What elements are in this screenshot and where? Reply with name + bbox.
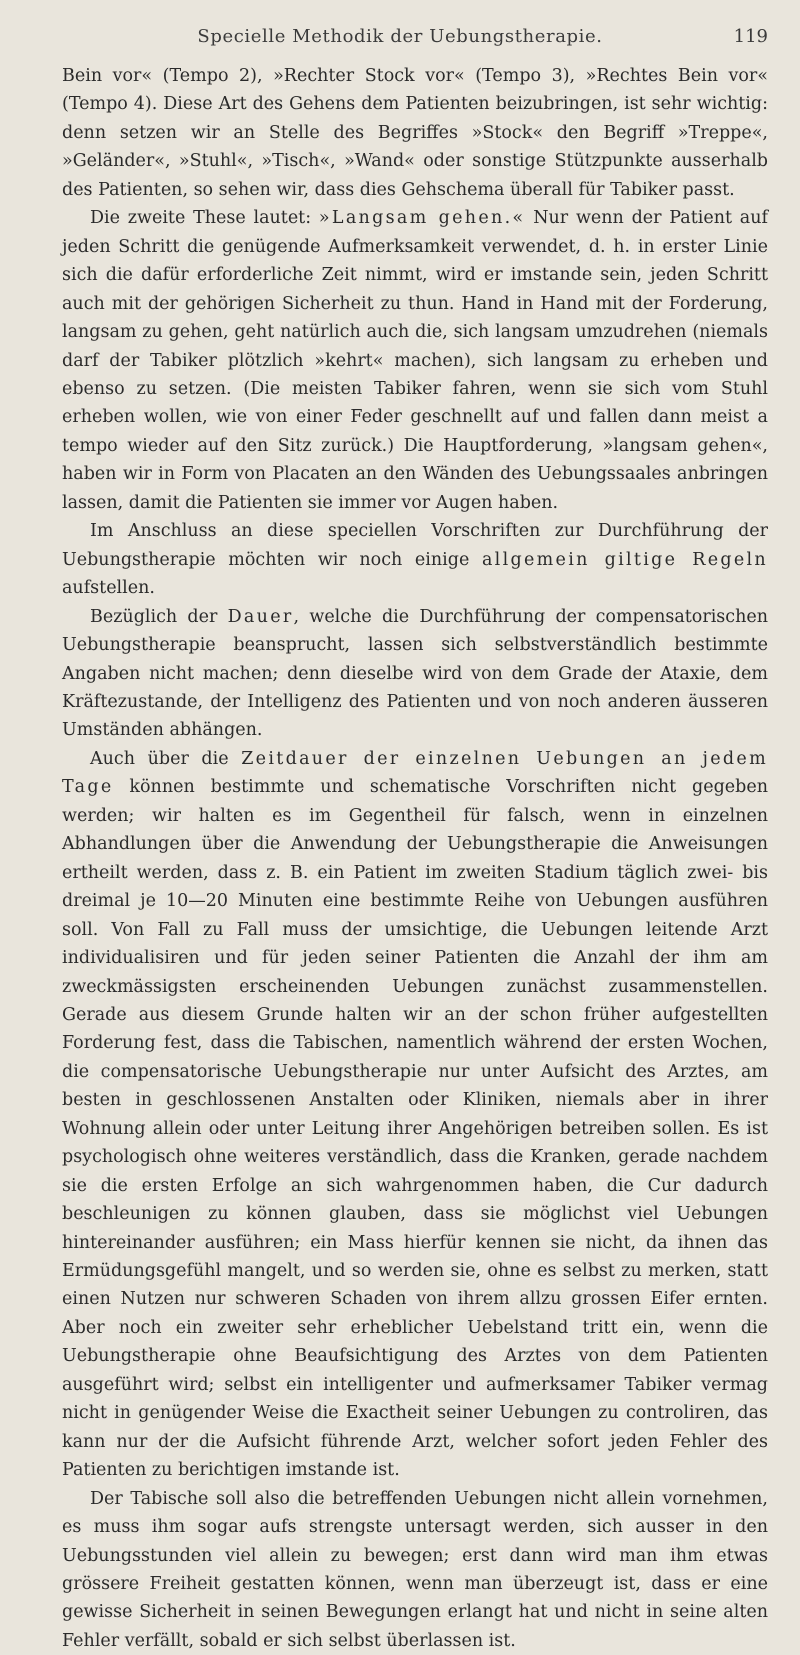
page-header: [0, 26, 800, 58]
paragraph-5-text-b: können bestimmte und schematische Vorschriften nicht gegeben werden; wir halten es im Gegentheil für falsch, wenn in einzelnen Abhandlungen über die Anwendung der Uebungstherapie die Anweisungen ertheilt werden, dass z. B. ein Patient im zweiten Stadium täglich zwei- bis dreimal je 10—20 Minuten eine bestimmte Reihe von Uebungen ausführen soll. Von Fall zu Fall muss der umsichtige, die Uebungen leitende Arzt individualisiren und für jeden seiner Patienten die Anzahl der ihm am zweckmässigsten erscheinenden Uebungen zunächst zusammenstellen. Gerade aus diesem Grunde halten wir an der schon früher aufgestellten Forderung fest, dass die Tabischen, namentlich während der ersten Wochen, die compensatorische Uebungstherapie nur unter Aufsicht des Arztes, am besten in geschlossenen Anstalten oder Kliniken, niemals aber in ihrer Wohnung allein oder unter Leitung ihrer Angehörigen betreiben sollen. Es ist psychologisch ohne weiteres verständlich, dass die Kranken, gerade nachdem sie die ersten Erfolge an sich wahrgenommen haben, die Cur dadurch beschleunigen zu können glauben, dass sie möglichst viel Uebungen hintereinander ausführen; ein Mass hierfür kennen sie nicht, da ihnen das Ermüdungsgefühl mangelt, und so werden sie, ohne es selbst zu merken, statt einen Nutzen nur schweren Schaden von ihrem allzu grossen Eifer ernten. Aber noch ein zweiter sehr erheblicher Uebelstand tritt ein, wenn die Uebungstherapie ohne Beaufsichtigung des Arztes von dem Patienten ausgeführt wird; selbst ein intelligenter und aufmerksamer Tabiker vermag nicht in genügender Weise die Exactheit seiner Uebungen zu controliren, das kann nur der die Aufsicht führende Arzt, welcher sofort jeden Fehler des Patienten zu berichtigen imstande ist.: [62, 777, 768, 1481]
emphasis-langsam-gehen: »Langsam gehen.«: [318, 208, 526, 229]
emphasis-dauer: Dauer: [227, 606, 294, 627]
paragraph-3-text-a: Im Anschluss an diese speciellen Vorschriften zur Durchführung der Uebungstherapie möchten wir noch einige: [62, 521, 768, 570]
emphasis-zeitdauer: Zeitdauer der einzelnen Uebungen an jedem Tage: [62, 748, 768, 798]
paragraph-4: [62, 603, 768, 745]
paragraph-2-text-b: Nur wenn der Patient auf jeden Schritt die genügende Aufmerksamkeit verwendet, d. h. in erster Linie sich die dafür erforderliche Zeit nimmt, wird er imstande sein, jeden Schritt auch mit der gehörigen Sicherheit zu thun. Hand in Hand mit der Forderung, langsam zu gehen, geht natürlich auch die, sich langsam umzudrehen (niemals darf der Tabiker plötzlich »kehrt« machen), sich langsam zu erheben und ebenso zu setzen. (Die meisten Tabiker fahren, wenn sie sich vom Stuhl erheben wollen, wie von einer Feder geschnellt auf und fallen dann meist a tempo wieder auf den Sitz zurück.) Die Hauptforderung, »langsam gehen«, haben wir in Form von Placaten an den Wänden des Uebungssaales anbringen lassen, damit die Patienten sie immer vor Augen haben.: [62, 208, 768, 513]
body-text: [62, 62, 768, 1655]
paragraph-4-text-b: , welche die Durchführung der compensatorischen Uebungstherapie beansprucht, lassen sich selbstverständlich bestimmte Angaben nicht machen; denn dieselbe wird von dem Grade der Ataxie, dem Kräftezustande, der Intelligenz des Patienten und von noch anderen äusseren Umständen abhängen.: [62, 606, 768, 741]
paragraph-2: [62, 204, 768, 517]
running-head: Specielle Methodik der Uebungstherapie.: [197, 26, 603, 47]
paragraph-5-text-a: Auch über die: [90, 748, 242, 769]
page-number: 119: [733, 26, 768, 47]
paragraph-4-text-a: Bezüglich der: [90, 606, 228, 627]
paragraph-1: Bein vor« (Tempo 2), »Rechter Stock vor« (Tempo 3), »Rechtes Bein vor« (Tempo 4). Diese Art des Gehens dem Patienten beizubringen, ist sehr wichtig: denn setzen wir an Stelle des Begriffes »Stock« den Begriff »Treppe«, »Geländer«, »Stuhl«, »Tisch«, »Wand« oder sonstige Stützpunkte ausserhalb des Patienten, so sehen wir, dass dies Gehschema überall für Tabiker passt.: [62, 66, 768, 200]
emphasis-allgemein-giltige-regeln: allgemein giltige Regeln: [481, 549, 768, 570]
paragraph-3: [62, 517, 768, 602]
paragraph-2-text-a: Die zweite These lautet:: [90, 208, 319, 229]
paragraph-6: Der Tabische soll also die betreffenden Uebungen nicht allein vornehmen, es muss ihm sogar aufs strengste untersagt werden, sich ausser in den Uebungsstunden viel allein zu bewegen; erst dann wird man ihm etwas grössere Freiheit gestatten können, wenn man überzeugt ist, dass er eine gewisse Sicherheit in seinen Bewegungen erlangt hat und nicht in seine alten Fehler verfällt, sobald er sich selbst überlassen ist.: [62, 1488, 768, 1651]
paragraph-3-text-b: aufstellen.: [62, 578, 155, 599]
paragraph-5: [62, 745, 768, 1485]
